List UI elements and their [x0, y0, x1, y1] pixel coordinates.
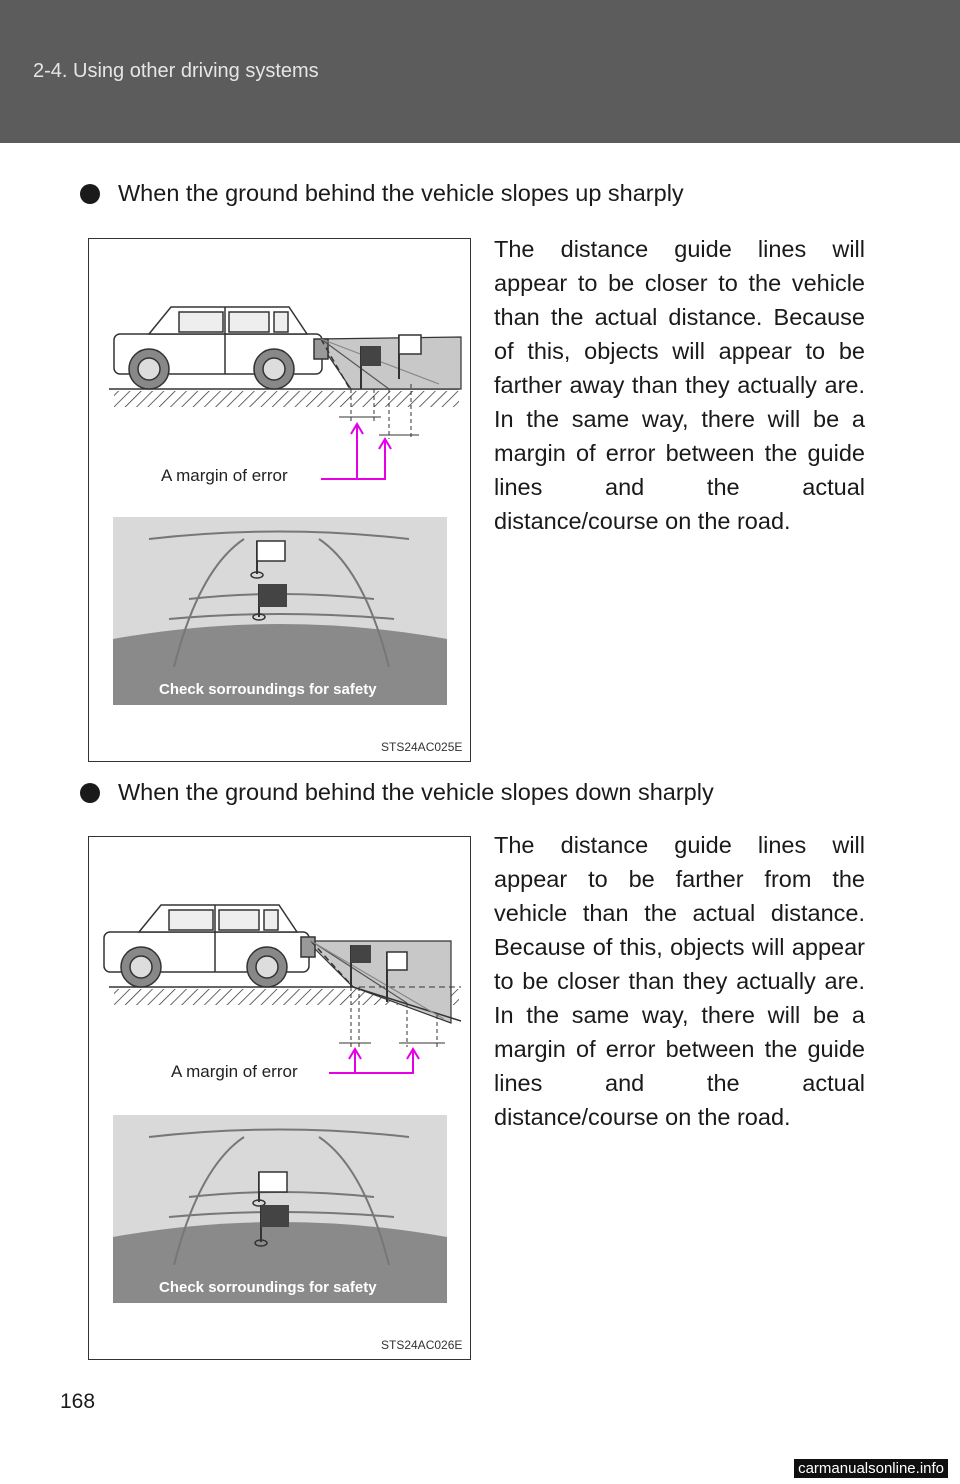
page-header	[0, 0, 960, 143]
camera-screen	[113, 1115, 447, 1303]
screen-caption: Check sorroundings for safety	[159, 681, 377, 698]
margin-of-error-label: A margin of error	[161, 466, 288, 485]
margin-indicator	[329, 1049, 419, 1073]
figure-slope-down	[88, 836, 471, 1360]
figure-code: STS24AC025E	[381, 740, 463, 754]
bullet-text: When the ground behind the vehicle slopes down sharply	[118, 779, 714, 805]
bullet-heading-slope-down	[80, 779, 714, 806]
slope-up-area	[317, 337, 461, 389]
bullet-icon	[80, 184, 100, 204]
bullet-text: When the ground behind the vehicle slopes up sharply	[118, 180, 684, 206]
page-number: 168	[60, 1390, 96, 1413]
bullet-heading-slope-up	[80, 180, 684, 207]
figure-code: STS24AC026E	[381, 1338, 463, 1352]
slope-up-illustration	[89, 239, 469, 760]
paragraph-slope-up: The distance guide lines will appear to be closer to the vehicle than the actual distance. Because of this, objects will appear to be farther away than they actually are. In the same way, there will be a margin of error between the guide lines and the actual distance/course on the road.	[494, 236, 865, 534]
camera-screen	[113, 517, 447, 705]
figure-slope-up	[88, 238, 471, 762]
screen-caption: Check sorroundings for safety	[159, 1279, 377, 1296]
watermark: carmanualsonline.info	[794, 1459, 948, 1478]
slope-down-illustration	[89, 837, 469, 1358]
vehicle-icon	[114, 307, 328, 389]
paragraph-slope-down: The distance guide lines will appear to be farther from the vehicle than the actual distance. Because of this, objects will appear to be closer than they actually are. In the same way, there will be a margin of error between the guide lines and the actual distance/course on the road.	[494, 832, 865, 1130]
bullet-icon	[80, 783, 100, 803]
ground-hatch	[114, 391, 459, 407]
margin-of-error-label: A margin of error	[171, 1062, 298, 1081]
vehicle-icon	[104, 905, 315, 987]
margin-indicator	[321, 424, 391, 479]
section-title: 2-4. Using other driving systems	[33, 60, 319, 82]
